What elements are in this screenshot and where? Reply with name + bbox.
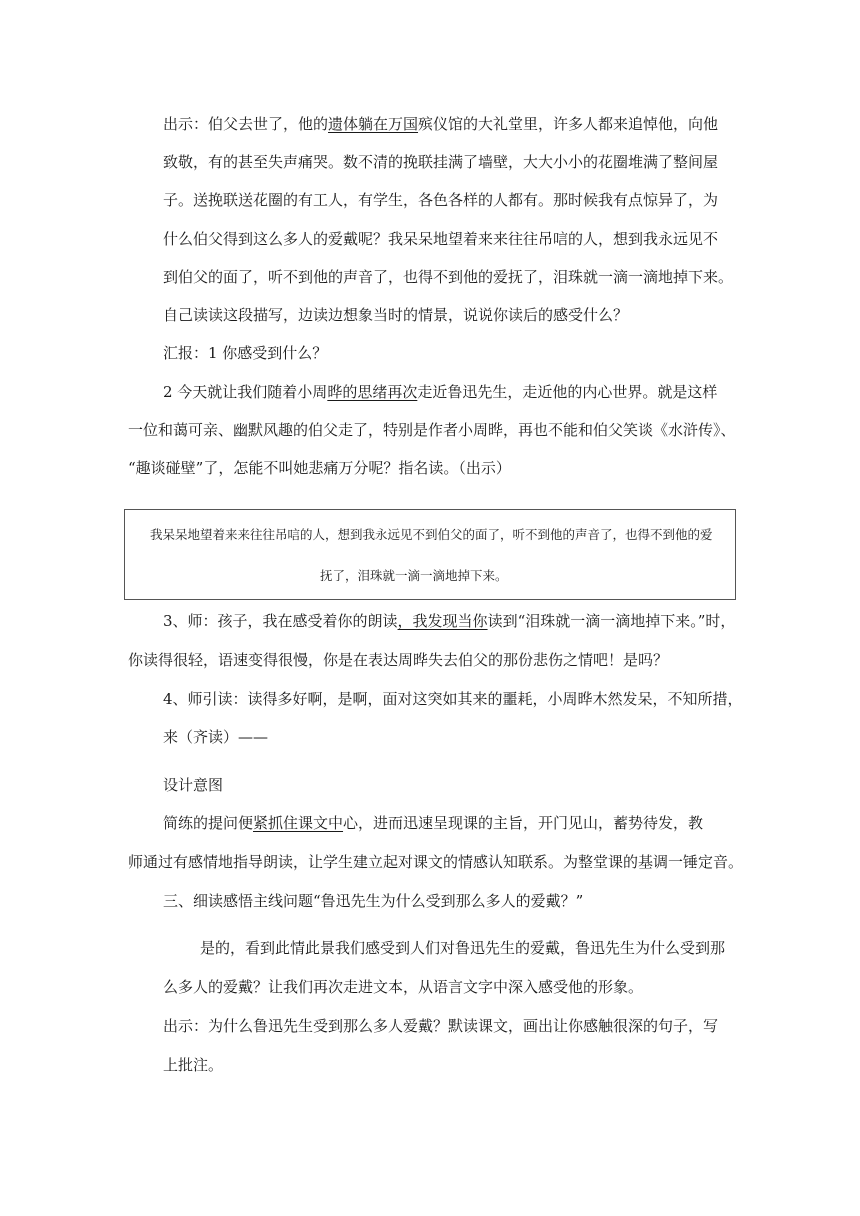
text-line: 你读得很轻，语速变得很慢，你是在表达周晔失去伯父的那份悲伤之情吧！是吗？ <box>128 651 669 669</box>
text-run: 殡仪馆的大礼堂里，许多人都来追悼他，向他 <box>418 115 719 133</box>
text-line: 出示：为什么鲁迅先生受到那么多人爱戴？默读课文，画出让你感触很深的句子，写 <box>163 1017 719 1035</box>
quote-line: 抚了，泪珠就一滴一滴地掉下来。 <box>320 568 508 583</box>
text-line: 是的，看到此情此景我们感受到人们对鲁迅先生的爱戴，鲁迅先生为什么受到那 <box>200 939 726 957</box>
text-run: 简练的提问便 <box>163 814 254 832</box>
text-line: 么多人的爱戴？让我们再次走进文本，从语言文字中深入感受他的形象。 <box>163 978 644 996</box>
text-line: 什么伯父得到这么多人的爱戴呢？我呆呆地望着来来往往吊唁的人，想到我永远见不 <box>163 230 719 248</box>
text-line: “趣谈碰壁”了，怎能不叫她悲痛万分呢？指名读。（出示） <box>128 459 511 477</box>
quote-line: 我呆呆地望着来来往往吊唁的人，想到我永远见不到伯父的面了，听不到他的声音了，也得不到他的爱 <box>150 527 713 542</box>
section-heading: 三、细读感悟主线问题“鲁迅先生为什么受到那么多人的爱戴？” <box>163 892 584 910</box>
text-line <box>163 382 717 402</box>
text-line: 致敬，有的甚至失声痛哭。数不清的挽联挂满了墙壁，大大小小的花圈堆满了整间屋 <box>163 153 719 171</box>
underlined-text: 晔的思绪再次 <box>327 383 418 401</box>
text-line: 上批注。 <box>163 1056 224 1074</box>
underlined-text: ，我发现当你 <box>397 612 488 630</box>
text-run: 2 今天就让我们随着小周 <box>163 383 328 401</box>
text-line: 来（齐读）—— <box>163 728 269 746</box>
text-line <box>163 114 718 134</box>
text-run: 出示：伯父去世了，他的 <box>163 115 329 133</box>
text-line: 到伯父的面了，听不到他的声音了，也得不到他的爱抚了，泪珠就一滴一滴地掉下来。 <box>163 268 734 286</box>
underlined-text: 遗体躺在万国 <box>328 115 419 133</box>
text-line: 师通过有感情地指导朗读，让学生建立起对课文的情感认知联系。为整堂课的基调一锤定音。 <box>128 853 744 871</box>
underlined-text: 紧抓住课文中 <box>253 814 344 832</box>
text-run: 读到“泪珠就一滴一滴地掉下来。”时， <box>487 612 736 630</box>
text-run: 心，进而迅速呈现课的主旨，开门见山，蓄势待发，教 <box>343 814 704 832</box>
text-line <box>163 813 703 833</box>
text-run: 走近鲁迅先生，走近他的内心世界。就是这样 <box>417 383 718 401</box>
text-line: 汇报：1 你感受到什么？ <box>163 344 328 362</box>
text-line: 子。送挽联送花圈的有工人，有学生，各色各样的人都有。那时候我有点惊异了，为 <box>163 191 719 209</box>
quote-box <box>124 509 736 600</box>
text-line <box>163 611 735 631</box>
text-line: 4、师引读：读得多好啊，是啊，面对这突如其来的噩耗，小周晔木然发呆，不知所措， <box>163 690 743 708</box>
text-run: 3、师：孩子，我在感受着你的朗读 <box>163 612 398 630</box>
text-line: 一位和蔼可亲、幽默风趣的伯父走了，特别是作者小周晔，再也不能和伯父笑谈《水浒传》、 <box>128 421 736 439</box>
text-line: 设计意图 <box>163 776 224 794</box>
text-line: 自己读读这段描写，边读边想象当时的情景，说说你读后的感受什么？ <box>163 306 629 324</box>
